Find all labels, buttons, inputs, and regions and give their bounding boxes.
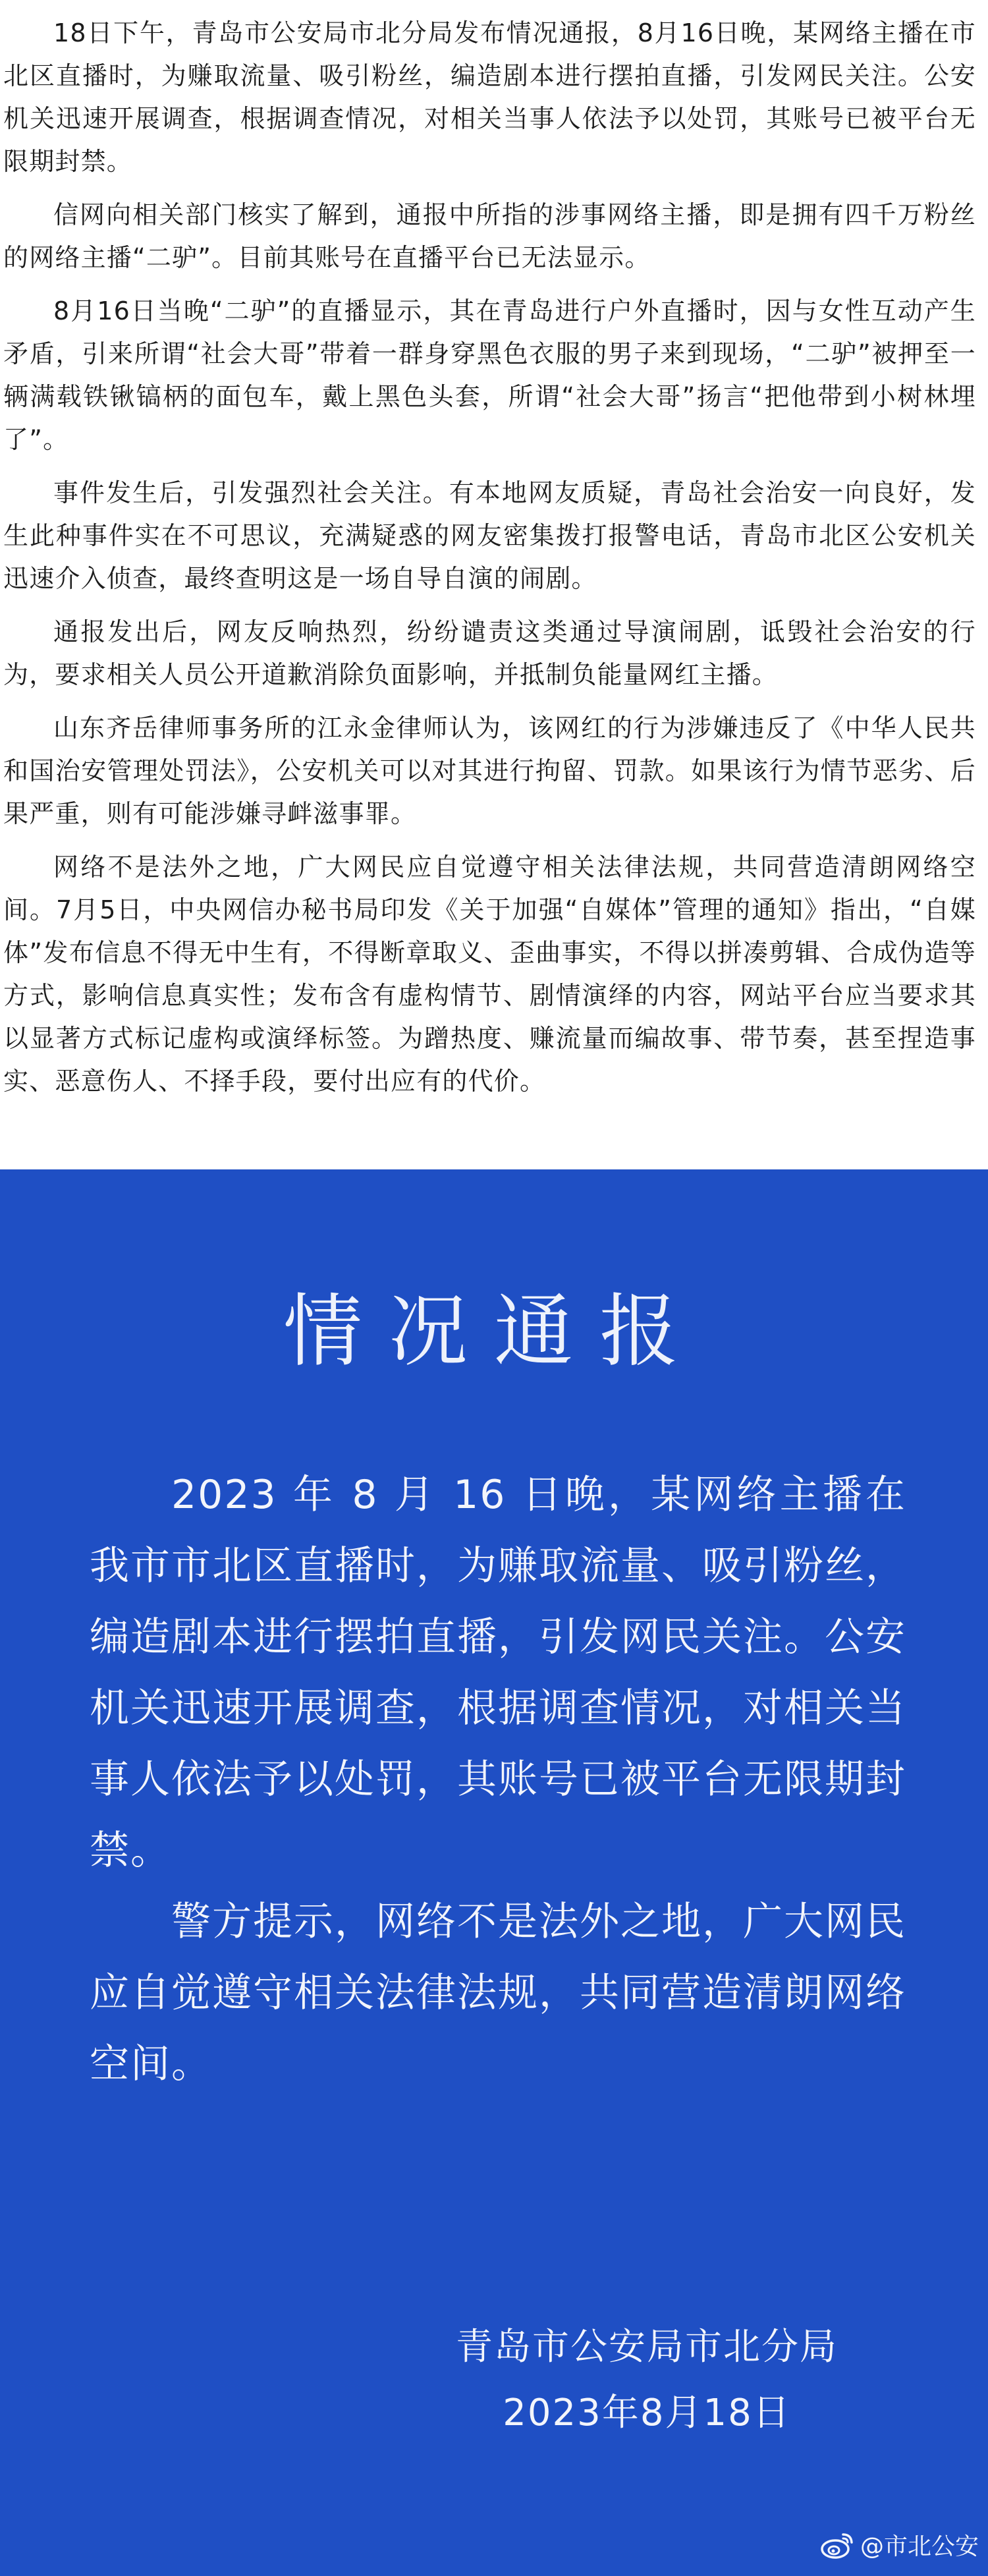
notice-body xyxy=(90,1459,906,2100)
article-paragraph-7: 网络不是法外之地，广大网民应自觉遵守相关法律法规，共同营造清朗网络空间。7月5日，中央网信办秘书局印发《关于加强“自媒体”管理的通知》指出，“自媒体”发布信息不得无中生有，不得断章取义、歪曲事实，不得以拼凑剪辑、合成伪造等方式，影响信息真实性；发布含有虚构情节、剧情演绎的内容，网站平台应当要求其以显著方式标记虚构或演绎标签。为蹭热度、赚流量而编故事、带节奏，甚至捏造事实、恶意伤人、不择手段，要付出应有的代价。 xyxy=(3,853,976,1096)
police-notice-image xyxy=(0,1169,988,2576)
article-paragraph-5: 通报发出后，网友反响热烈，纷纷谴责这类通过导演闹剧，诋毁社会治安的行为，要求相关人员公开道歉消除负面影响，并抵制负能量网红主播。 xyxy=(3,617,976,689)
notice-paragraph-2: 警方提示，网络不是法外之地，广大网民应自觉遵守相关法律法规，共同营造清朗网络空间。 xyxy=(90,1899,906,2087)
article-paragraph-3: 8月16日当晚“二驴”的直播显示，其在青岛进行户外直播时，因与女性互动产生矛盾，引来所谓“社会大哥”带着一群身穿黑色衣服的男子来到现场，“二驴”被押至一辆满载铁锹镐柄的面包车，戴上黑色头套，所谓“社会大哥”扬言“把他带到小树林埋了”。 xyxy=(3,296,976,454)
notice-title: 情况通报 xyxy=(283,1286,705,1378)
watermark-text: @市北公安 xyxy=(860,2533,979,2560)
notice-paragraph-1: 2023 年 8 月 16 日晚，某网络主播在我市市北区直播时，为赚取流量、吸引粉丝，编造剧本进行摆拍直播，引发网民关注。公安机关迅速开展调查，根据调查情况，对相关当事人依法予以处罚，其账号已被平台无限期封禁。 xyxy=(90,1472,906,1874)
weibo-watermark xyxy=(819,2528,979,2562)
weibo-icon xyxy=(819,2531,855,2560)
news-article xyxy=(0,0,988,1169)
article-paragraph-1: 18日下午，青岛市公安局市北分局发布情况通报，8月16日晚，某网络主播在市北区直播时，为赚取流量、吸引粉丝，编造剧本进行摆拍直播，引发网民关注。公安机关迅速开展调查，根据调查情况，对相关当事人依法予以处罚，其账号已被平台无限期封禁。 xyxy=(3,18,976,176)
article-paragraph-4: 事件发生后，引发强烈社会关注。有本地网友质疑，青岛社会治安一向良好，发生此种事件实在不可思议，充满疑惑的网友密集拨打报警电话，青岛市北区公安机关迅速介入侦查，最终查明这是一场自导自演的闹剧。 xyxy=(3,478,976,593)
article-paragraph-2: 信网向相关部门核实了解到，通报中所指的涉事网络主播，即是拥有四千万粉丝的网络主播“二驴”。目前其账号在直播平台已无法显示。 xyxy=(3,200,976,272)
notice-signature-org: 青岛市公安局市北分局 xyxy=(456,2326,838,2368)
notice-signature xyxy=(456,2314,838,2446)
notice-signature-date: 2023年8月18日 xyxy=(503,2392,791,2434)
article-paragraph-6: 山东齐岳律师事务所的江永金律师认为，该网红的行为涉嫌违反了《中华人民共和国治安管理处罚法》，公安机关可以对其进行拘留、罚款。如果该行为情节恶劣、后果严重，则有可能涉嫌寻衅滋事罪。 xyxy=(3,714,976,828)
